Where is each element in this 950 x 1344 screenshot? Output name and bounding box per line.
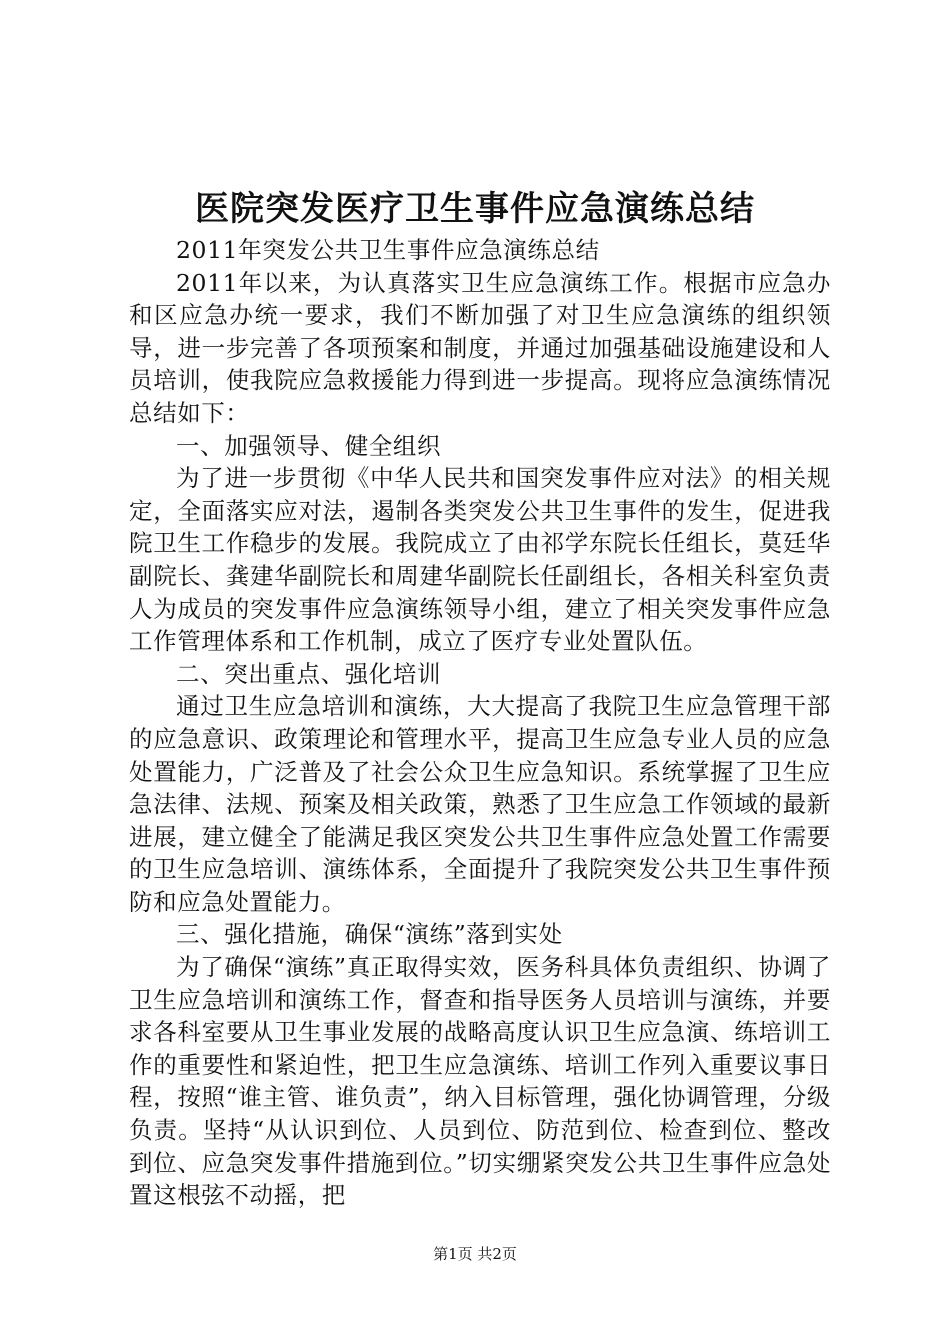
section-heading-1: 一、加强领导、健全组织	[176, 431, 442, 460]
paragraph-subtitle: 2011年突发公共卫生事件应急演练总结	[176, 236, 600, 264]
page-footer: 第1页 共2页	[433, 1245, 517, 1263]
paragraph-section-3: 为了确保“演练”真正取得实效，医务科具体负责组织、协调了卫生应急培训和演练工作，督查和指导医务人员培训与演练，并要求各科室要从卫生事业发展的战略高度认识卫生应急演、练培训工作的重要性和紧迫性，把卫生应急演练、培训工作列入重要议事日程，按照“谁主管、谁负责”，纳入目标管理，强化协调管理，分级负责。坚持“从认识到位、人员到位、防范到位、检查到位、整改到位、应急突发事件措施到位。”切实绷紧突发公共卫生事件应急处置这根弦不动摇，把	[129, 953, 831, 1210]
paragraph-section-2: 通过卫生应急培训和演练，大大提高了我院卫生应急管理干部的应急意识、政策理论和管理水平，提高卫生应急专业人员的应急处置能力，广泛普及了社会公众卫生应急知识。系统掌握了卫生应急法律、法规、预案及相关政策，熟悉了卫生应急工作领域的最新进展，建立健全了能满足我区突发公共卫生事件应急处置工作需要的卫生应急培训、演练体系，全面提升了我院突发公共卫生事件预防和应急处置能力。	[129, 692, 831, 916]
paragraph-intro: 2011年以来，为认真落实卫生应急演练工作。根据市应急办和区应急办统一要求，我们不断加强了对卫生应急演练的组织领导，进一步完善了各项预案和制度，并通过加强基础设施建设和人员培训，使我院应急救援能力得到进一步提高。现将应急演练情况总结如下：	[129, 268, 831, 427]
document-title: 医院突发医疗卫生事件应急演练总结	[195, 189, 755, 229]
document-body	[129, 234, 831, 1212]
section-heading-2: 二、突出重点、强化培训	[176, 659, 442, 688]
section-heading-3: 三、强化措施，确保“演练”落到实处	[176, 920, 563, 949]
paragraph-section-1: 为了进一步贯彻《中华人民共和国突发事件应对法》的相关规定，全面落实应对法，遏制各类突发公共卫生事件的发生，促进我院卫生工作稳步的发展。我院成立了由祁学东院长任组长，莫廷华副院长、龚建华副院长和周建华副院长任副组长，各相关科室负责人为成员的突发事件应急演练领导小组，建立了相关突发事件应急工作管理体系和工作机制，成立了医疗专业处置队伍。	[129, 464, 831, 656]
